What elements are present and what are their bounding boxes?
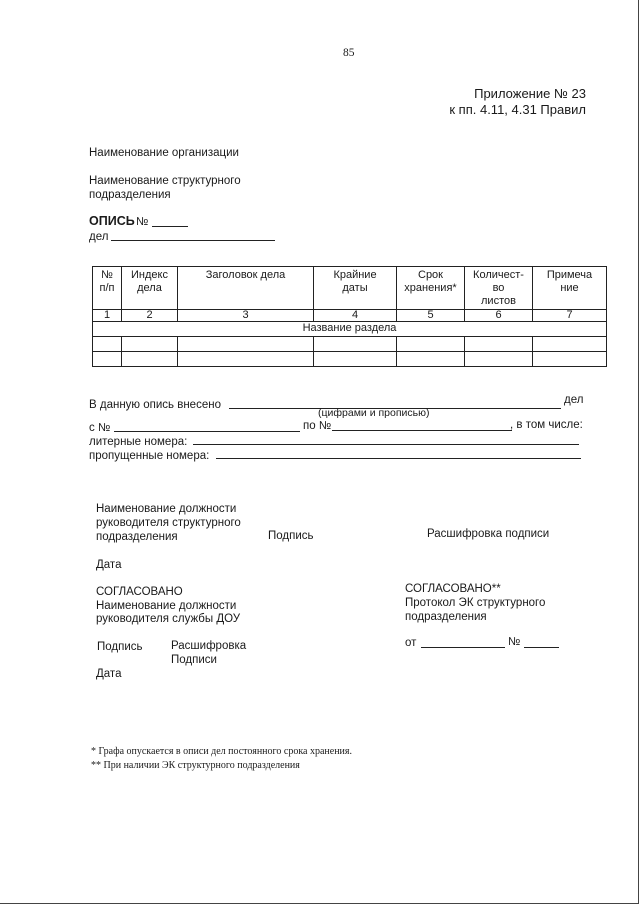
head-signature-label: Подпись	[268, 530, 314, 542]
table-cell[interactable]	[397, 352, 465, 367]
inventory-number-sign: №	[136, 216, 149, 228]
table-header-row	[93, 267, 607, 310]
skipped-numbers-field[interactable]	[216, 458, 581, 459]
column-number: 5	[397, 310, 465, 322]
approval-left-signature: Подпись	[97, 641, 143, 653]
table-cell[interactable]	[397, 337, 465, 352]
cases-field[interactable]	[111, 240, 275, 241]
table-cell[interactable]	[465, 352, 533, 367]
approval-left-date: Дата	[96, 668, 122, 680]
section-title: Название раздела	[93, 322, 607, 337]
table-cell[interactable]	[314, 352, 397, 367]
head-position-line3: подразделения	[96, 531, 178, 543]
approval-left-decode-line1: Расшифровка	[171, 640, 247, 652]
head-signature-decode: Расшифровка подписи	[427, 528, 550, 540]
header-sheets: Количест- во листов	[465, 267, 533, 310]
column-number: 2	[122, 310, 178, 322]
table-cell[interactable]	[93, 337, 122, 352]
protocol-number-label: №	[508, 636, 521, 648]
header-case-title: Заголовок дела	[178, 267, 314, 310]
head-position-line1: Наименование должности	[96, 503, 237, 515]
page-number: 85	[343, 47, 355, 59]
including-label: , в том числе:	[510, 419, 583, 431]
appendix-reference: к пп. 4.11, 4.31 Правил	[449, 102, 586, 117]
appendix-title: Приложение № 23	[474, 86, 586, 101]
header-number: № п/п	[93, 267, 122, 310]
table-cell[interactable]	[178, 337, 314, 352]
doc-service-position-line2: руководителя службы ДОУ	[96, 613, 241, 625]
column-number: 3	[178, 310, 314, 322]
inventory-title: ОПИСЬ	[89, 214, 135, 228]
table-cell[interactable]	[93, 352, 122, 367]
table-cell[interactable]	[122, 337, 178, 352]
table-cell[interactable]	[465, 337, 533, 352]
entered-prefix: В данную опись внесено	[89, 399, 221, 411]
to-number-field[interactable]	[332, 430, 512, 431]
table-row	[93, 337, 607, 352]
from-number-label: с №	[89, 422, 111, 434]
table-cell[interactable]	[533, 352, 607, 367]
protocol-line2: подразделения	[405, 611, 487, 623]
protocol-date-field[interactable]	[421, 647, 505, 648]
entered-hint: (цифрами и прописью)	[318, 407, 430, 419]
head-date-label: Дата	[96, 559, 122, 571]
unit-name-line1: Наименование структурного	[89, 175, 241, 187]
approval-left-decode-line2: Подписи	[171, 654, 217, 666]
agreed-left-title: СОГЛАСОВАНО	[96, 586, 183, 598]
doc-service-position-line1: Наименование должности	[96, 600, 237, 612]
table-row	[93, 352, 607, 367]
from-number-field[interactable]	[114, 431, 300, 432]
footnote: * Графа опускается в описи дел постоянного срока хранения.	[91, 746, 353, 757]
column-number: 7	[533, 310, 607, 322]
table-cell[interactable]	[178, 352, 314, 367]
header-dates: Крайние даты	[314, 267, 397, 310]
column-number: 4	[314, 310, 397, 322]
agreed-right-title: СОГЛАСОВАНО**	[405, 583, 501, 595]
column-number: 6	[465, 310, 533, 322]
skipped-numbers-label: пропущенные номера:	[89, 450, 210, 462]
protocol-line1: Протокол ЭК структурного	[405, 597, 546, 609]
header-retention: Срок хранения*	[397, 267, 465, 310]
section-row	[93, 322, 607, 337]
letter-numbers-field[interactable]	[193, 444, 579, 445]
table-cell[interactable]	[533, 337, 607, 352]
table-cell[interactable]	[122, 352, 178, 367]
protocol-date-label: от	[405, 637, 417, 649]
organization-name: Наименование организации	[89, 147, 239, 159]
to-number-label: по №	[303, 420, 332, 432]
entered-suffix: дел	[564, 394, 584, 406]
column-number-row	[93, 310, 607, 322]
table-cell[interactable]	[314, 337, 397, 352]
header-index: Индекс дела	[122, 267, 178, 310]
footnote: ** При наличии ЭК структурного подразделения	[91, 760, 300, 771]
header-notes: Примеча ние	[533, 267, 607, 310]
head-position-line2: руководителя структурного	[96, 517, 241, 529]
letter-numbers-label: литерные номера:	[89, 436, 188, 448]
protocol-number-field[interactable]	[524, 647, 559, 648]
inventory-number-field[interactable]	[152, 226, 188, 227]
cases-label: дел	[89, 231, 109, 243]
inventory-table	[92, 266, 607, 367]
column-number: 1	[93, 310, 122, 322]
unit-name-line2: подразделения	[89, 189, 171, 201]
